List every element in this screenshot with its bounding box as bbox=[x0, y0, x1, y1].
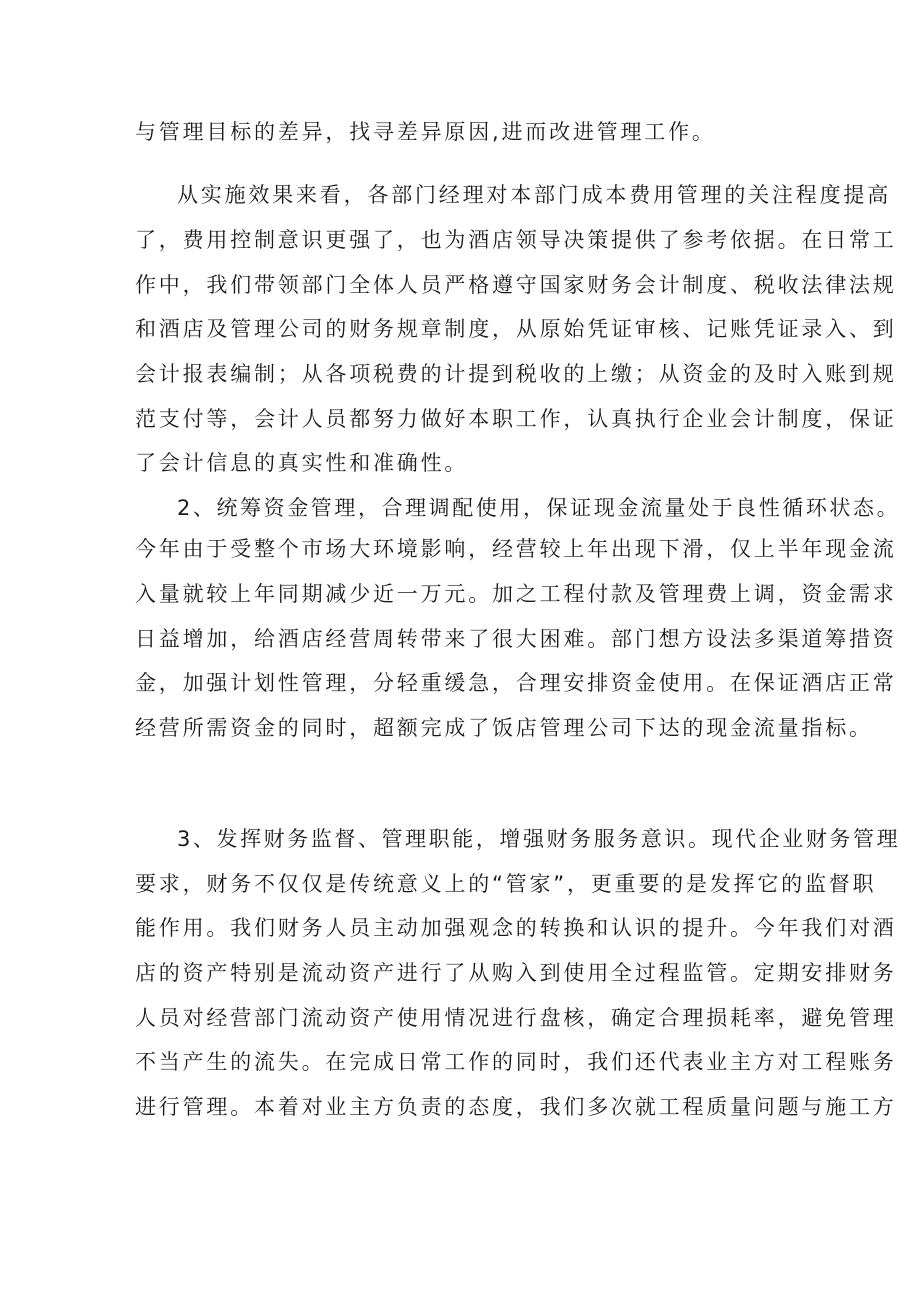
line-text: 经营所需资金的同时，超额完成了饭店管理公司下达的现金流量指标。 bbox=[135, 716, 873, 740]
line-text: 人员对经营部门流动资产使用情况进行盘核，确定合理损耗率，避免管理 bbox=[135, 1006, 897, 1030]
line-text: 3、发挥财务监督、管理职能，增强财务服务意识。现代企业财务管理 bbox=[177, 827, 901, 851]
line-text: 从实施效果来看，各部门经理对本部门成本费用管理的关注程度提高 bbox=[177, 183, 891, 207]
text-line bbox=[0, 913, 920, 943]
text-line bbox=[0, 117, 920, 147]
text-line bbox=[0, 869, 920, 899]
line-text: 今年由于受整个市场大环境影响，经营较上年出现下滑，仅上半年现金流 bbox=[135, 537, 897, 561]
text-line bbox=[0, 579, 920, 609]
text-line bbox=[0, 404, 920, 434]
line-text: 了，费用控制意识更强了，也为酒店领导决策提供了参考依据。在日常工 bbox=[135, 228, 897, 252]
text-line bbox=[0, 668, 920, 698]
line-text: 和酒店及管理公司的财务规章制度，从原始凭证审核、记账凭证录入、到 bbox=[135, 317, 897, 341]
text-line bbox=[0, 359, 920, 389]
paragraph-first-line bbox=[0, 493, 920, 523]
line-text: 了会计信息的真实性和准确性。 bbox=[135, 451, 469, 475]
text-line bbox=[0, 314, 920, 344]
text-line bbox=[0, 1092, 920, 1122]
line-text: 不当产生的流失。在完成日常工作的同时，我们还代表业主方对工程账务 bbox=[135, 1050, 897, 1074]
text-line bbox=[0, 958, 920, 988]
line-text: 范支付等，会计人员都努力做好本职工作，认真执行企业会计制度，保证 bbox=[135, 407, 897, 431]
line-text: 店的资产特别是流动资产进行了从购入到使用全过程监管。定期安排财务 bbox=[135, 961, 897, 985]
text-line bbox=[0, 270, 920, 300]
text-line bbox=[0, 1003, 920, 1033]
line-text: 与管理目标的差异，找寻差异原因,进而改进管理工作。 bbox=[135, 120, 716, 144]
paragraph-first-line bbox=[0, 180, 920, 210]
text-line bbox=[0, 448, 920, 478]
text-line bbox=[0, 534, 920, 564]
text-line bbox=[0, 624, 920, 654]
text-line bbox=[0, 225, 920, 255]
text-line bbox=[0, 1047, 920, 1077]
line-text: 作中，我们带领部门全体人员严格遵守国家财务会计制度、税收法律法规 bbox=[135, 273, 897, 297]
text-line bbox=[0, 713, 920, 743]
line-text: 入量就较上年同期减少近一万元。加之工程付款及管理费上调，资金需求 bbox=[135, 582, 897, 606]
line-text: 能作用。我们财务人员主动加强观念的转换和认识的提升。今年我们对酒 bbox=[135, 916, 897, 940]
line-text: 2、统筹资金管理，合理调配使用，保证现金流量处于良性循环状态。 bbox=[177, 496, 901, 520]
line-text: 日益增加，给酒店经营周转带来了很大困难。部门想方设法多渠道筹措资 bbox=[135, 627, 897, 651]
paragraph-first-line bbox=[0, 824, 920, 854]
line-text: 会计报表编制；从各项税费的计提到税收的上缴；从资金的及时入账到规 bbox=[135, 362, 897, 386]
line-text: 要求，财务不仅仅是传统意义上的“管家”，更重要的是发挥它的监督职 bbox=[135, 872, 877, 896]
line-text: 进行管理。本着对业主方负责的态度，我们多次就工程质量问题与施工方 bbox=[135, 1095, 897, 1119]
line-text: 金，加强计划性管理，分轻重缓急，合理安排资金使用。在保证酒店正常 bbox=[135, 671, 897, 695]
